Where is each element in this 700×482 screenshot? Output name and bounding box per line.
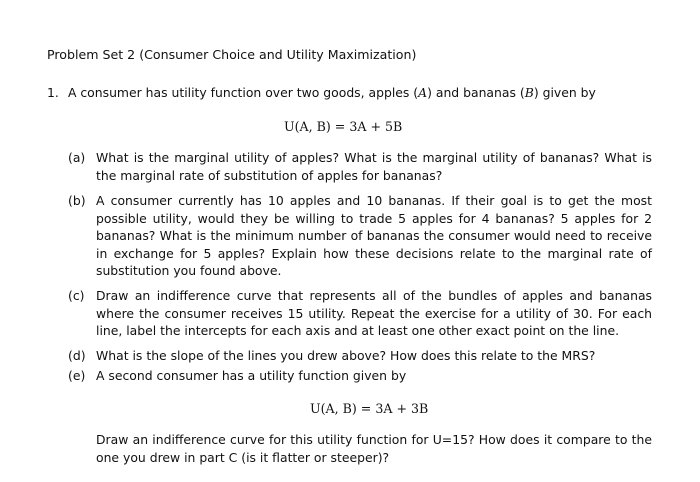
part-a-text: What is the marginal utility of apples? What is the marginal utility of bananas? What is the marginal rate of substitution of apples for bananas?	[96, 150, 652, 183]
part-b	[68, 192, 652, 280]
page-title: Problem Set 2 (Consumer Choice and Utility Maximization)	[47, 47, 417, 62]
part-e-followup: Draw an indifference curve for this utility function for U=15? How does it compare to the one you drew in part C (is it flatter or steeper)?	[96, 432, 652, 465]
part-e-text: A second consumer has a utility function given by	[96, 368, 407, 383]
utility-equation-1: U(A, B) = 3A + 5B	[284, 119, 403, 134]
intro-text-start: A consumer has utility function over two goods, apples (	[67, 85, 419, 100]
part-b-label: (b)	[68, 193, 86, 208]
variable-bananas: B	[524, 85, 534, 100]
question-number: 1.	[47, 85, 59, 100]
part-a	[68, 149, 652, 184]
intro-text-middle: ) and bananas (	[427, 85, 525, 100]
part-d-text: What is the slope of the lines you drew above? How does this relate to the MRS?	[96, 348, 596, 363]
part-a-label: (a)	[68, 150, 86, 165]
question-1-intro	[47, 84, 596, 102]
part-c-text: Draw an indifference curve that represents all of the bundles of apples and bananas where the consumer receives 15 utility. Repeat the exercise for a utility of 30. For each line, label the intercepts for each axis and at least one other exact point on the line.	[96, 288, 652, 338]
variable-apples: A	[418, 85, 428, 100]
part-c-label: (c)	[68, 288, 85, 303]
utility-equation-2: U(A, B) = 3A + 3B	[310, 401, 429, 416]
part-b-text: A consumer currently has 10 apples and 10 bananas. If their goal is to get the most possible utility, would they be willing to trade 5 apples for 4 bananas? 5 apples for 2 bananas? What is the minimum number of bananas the consumer would need to receive in exchange for 5 apples? Explain how these decisions relate to the marginal rate of substitution you found above.	[96, 193, 652, 278]
part-c	[68, 287, 652, 340]
intro-text-end: ) given by	[533, 85, 596, 100]
part-d	[68, 347, 652, 365]
part-d-label: (d)	[68, 348, 86, 363]
part-e-label: (e)	[68, 368, 86, 383]
part-e	[68, 367, 652, 385]
